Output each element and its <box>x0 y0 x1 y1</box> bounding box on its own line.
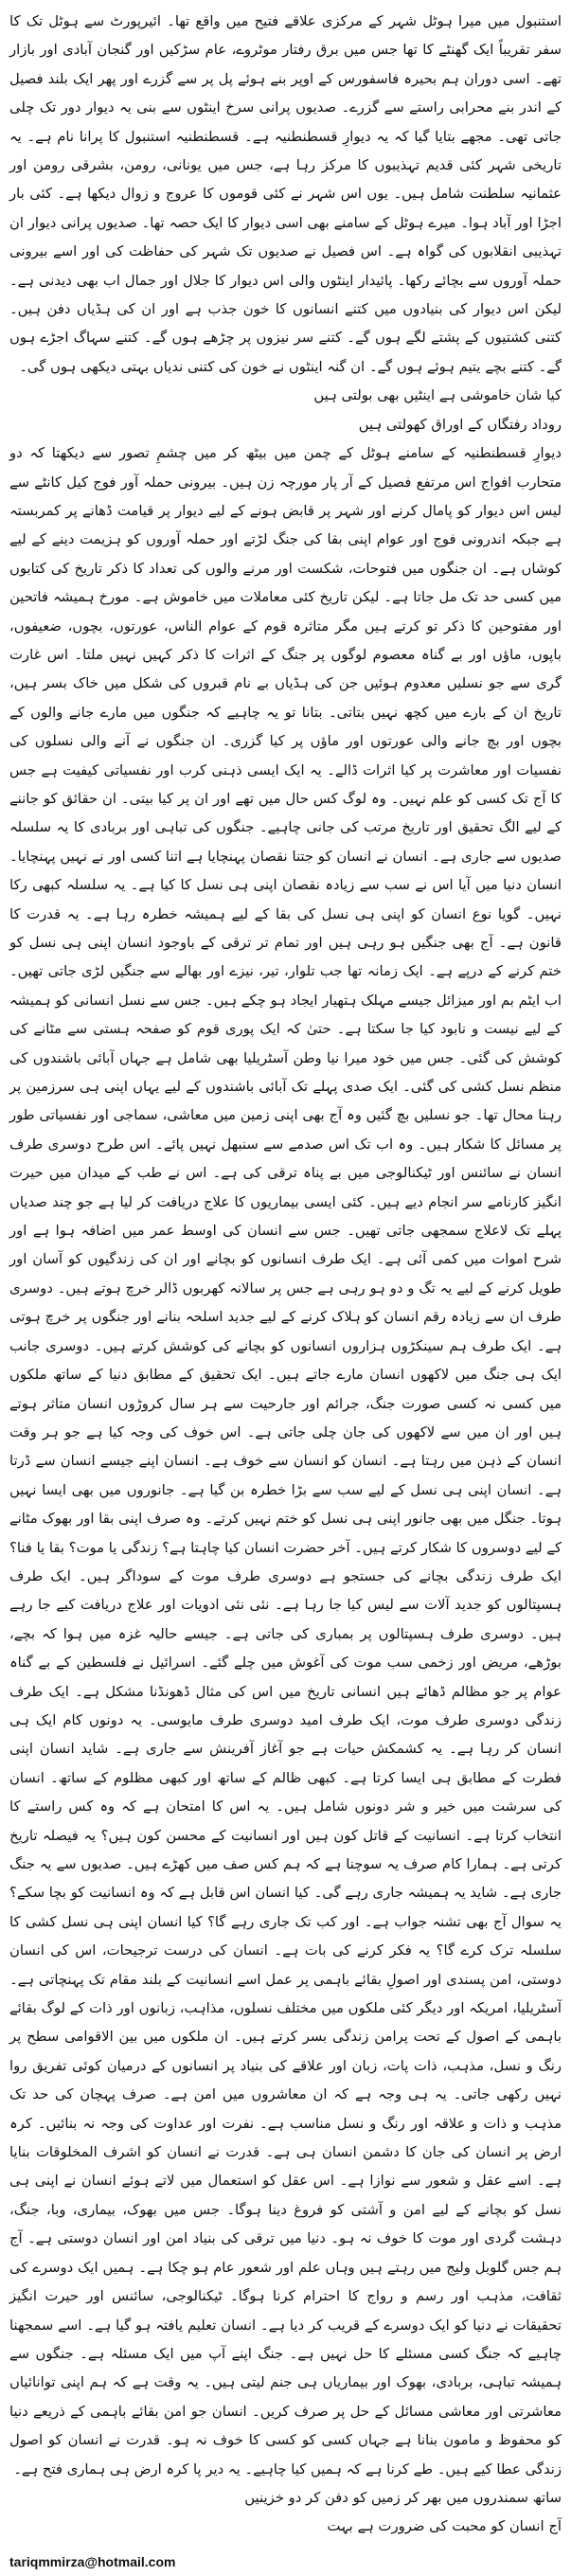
verse-line-2: روداد رفتگاں کے اوراق کھولتی ہیں <box>358 416 562 433</box>
verse-line-4: آج انسان کو محبت کی ضرورت ہے بہت <box>327 2518 562 2535</box>
verse-line-1: کیا شان خاموشی ہے اینٹیں بھی بولتی ہیں <box>313 387 562 404</box>
verse-line-3: ساتھ سمندروں میں بھر کر زمیں کو دفن کر دو خزینیں <box>244 2489 562 2506</box>
article-intro-paragraph: استنبول میں میرا ہوٹل شہر کے مرکزی علاقے فتیح میں واقع تھا۔ ائیرپورٹ سے ہوٹل تک کا سفر تقریباً ایک گھنٹے کا تھا جس میں برق رفتار موٹروے، عام سڑکیں اور گنجان آبادی اور بازار تھے۔ اسی دوران ہم بحیرہ فاسفورس کے اوپر بنے ہوئے پل پر سے گزرے اور پھر ایک بلند فصیل کے اندر بنے محرابی راستے سے گزرے۔ صدیوں پرانی سرخ اینٹوں سے بنی یہ دیوار دور تک چلی جاتی تھی۔ مجھے بتایا گیا کہ یہ دیوارِ قسطنطنیہ ہے۔ قسطنطنیہ استنبول کا پرانا نام ہے۔ یہ تاریخی شہر کئی قدیم تہذیبوں کا مرکز رہا ہے، جس میں یونانی، رومن، بشرقی رومن اور عثمانیہ سلطنت شامل ہیں۔ یوں اس شہر نے کئی قوموں کا عروج و زوال دیکھا ہے۔ کئی بار اجڑا اور آباد ہوا۔ میرے ہوٹل کے سامنے بھی اسی دیوار کا ایک حصہ تھا۔ صدیوں پرانی دیوار ان تہذیبی انقلابوں کی گواہ ہے۔ اس فصیل نے صدیوں تک شہر کی حفاظت کی اور اسے بیرونی حملہ آوروں سے بچائے رکھا۔ پائیدار اینٹوں والی اس دیوار کا جلال اور جمال اب بھی دیدنی ہے۔ لیکن اس دیوار کی بنیادوں میں کتنے انسانوں کا خون جذب ہے اور ان کی ہڈیاں دفن ہیں۔ کتنی کشتیوں کے پشتے لگے ہوں گے۔ کتنے سر نیزوں پر چڑھے ہوں گے۔ کتنے سہاگ اجڑے ہوں گے۔ کتنے بچے یتیم ہوئے ہوں گے۔ ان گنہ اینٹوں نے خون کی کتنی ندیاں بہتی دیکھی ہوں گی۔ <box>9 13 562 375</box>
author-email[interactable]: tariqmmirza@hotmail.com <box>9 2553 176 2569</box>
article-body-paragraph: دیوارِ قسطنطنیہ کے سامنے ہوٹل کے چمن میں بیٹھ کر میں چشمِ تصور سے دیکھتا کہ دو متحارب افواج اس مرتفع فصیل کے آر پار مورچہ زن ہیں۔ بیرونی حملہ آور فوج کیل کانٹے سے لیس اس دیوار کو پامال کرنے اور شہر پر قابض ہونے کے لیے دیوار پر قیامت ڈھانے پر کمربستہ ہے جبکہ اندرونی فوج اور عوام اپنی بقا کی جنگ لڑتے اور حملہ آوروں کو ہزیمت دینے کے لیے کوشاں ہے۔ ان جنگوں میں فتوحات، شکست اور مرنے والوں کی تعداد کا ذکر تاریخ کی کتابوں میں کسی حد تک مل جاتا ہے۔ لیکن تاریخ کئی معاملات میں خاموش ہے۔ مورخ ہمیشہ فاتحین اور مفتوحین کا ذکر تو کرتے ہیں مگر متاثرہ قوم کے عوام الناس، عورتوں، بچوں، ضعیفوں، باپوں، ماؤں اور بے گناہ معصوم لوگوں پر جنگ کے اثرات کا ذکر کہیں نہیں ملتا۔ اس غارت گری سے جو نسلیں معدوم ہوئیں جن کی ہڈیاں بے نام قبروں کی شکل میں خاک بسر ہیں، تاریخ ان کے بارے میں کچھ نہیں بتاتی۔ بتانا تو یہ چاہیے کہ جنگوں میں مارے جانے والوں کے بچوں اور بچ جانے والی عورتوں اور ماؤں پر کیا گزری۔ ان جنگوں نے آنے والی نسلوں کی نفسیات اور معاشرت پر کیا اثرات ڈالے۔ یہ ایک ایسی ذہنی کرب اور نفسیاتی کیفیت ہے جس کا آج تک کسی کو علم نہیں۔ وہ لوگ کس حال میں تھے اور ان پر کیا بیتی۔ ان حقائق کو جاننے کے لیے الگ تحقیق اور تاریخ مرتب کی جانی چاہیے۔ جنگوں کی تباہی اور بربادی کا یہ سلسلہ صدیوں سے جاری ہے۔ انسان نے انسان کو جتنا نقصان پہنچایا ہے اتنا کسی اور نے نہیں پہنچایا۔ انسان دنیا میں آیا اس نے سب سے زیادہ نقصان اپنی ہی نسل کا کیا ہے۔ یہ سلسلہ کبھی رکا نہیں۔ گویا نوع انسان کو اپنی ہی نسل کی بقا کے لیے ہمیشہ خطرہ رہا ہے۔ یہ قدرت کا قانون ہے۔ آج بھی جنگیں ہو رہی ہیں اور تمام تر ترقی کے باوجود انسان اپنی ہی نسل کو ختم کرنے کے درپے ہے۔ ایک زمانہ تھا جب تلوار، تیر، نیزے اور بھالے سے جنگیں لڑی جاتی تھیں۔ اب ایٹم بم اور میزائل جیسے مہلک ہتھیار ایجاد ہو چکے ہیں۔ جس سے نسل انسانی کو ہمیشہ کے لیے نیست و نابود کیا جا سکتا ہے۔ حتیٰ کہ ایک پوری قوم کو صفحہ ہستی سے مٹانے کی کوشش کی گئی۔ جس میں خود میرا نیا وطن آسٹریلیا بھی شامل ہے جہاں آبائی باشندوں کی منظم نسل کشی کی گئی۔ ایک صدی پہلے تک آبائی باشندوں کے لیے یہاں اپنی ہی سرزمین پر رہنا محال تھا۔ جو نسلیں بچ گئیں وہ آج بھی اپنی زمین میں معاشی، سماجی اور نفسیاتی طور پر مسائل کا شکار ہیں۔ وہ اب تک اس صدمے سے سنبھل نہیں پائے۔ اس طرح دوسری طرف انسان نے سائنس اور ٹیکنالوجی میں بے پناہ ترقی کی ہے۔ اس نے طب کے میدان میں حیرت انگیز کارنامے سر انجام دیے ہیں۔ کئی ایسی بیماریوں کا علاج دریافت کر لیا ہے جو چند صدیاں پہلے تک لاعلاج سمجھی جاتی تھیں۔ جس سے انسان کی اوسط عمر میں اضافہ ہوا ہے اور شرح اموات میں کمی آئی ہے۔ ایک طرف انسانوں کو بچانے اور ان کی زندگیوں کو آسان اور طویل کرنے کے لیے یہ تگ و دو ہو رہی ہے جس پر سالانہ کھربوں ڈالر خرچ ہوتے ہیں۔ دوسری طرف ان سے زیادہ رقم انسان کو ہلاک کرنے کے لیے جدید اسلحہ بنانے اور جنگوں پر خرچ ہوتی ہے۔ ایک طرف ہم سینکڑوں ہزاروں انسانوں کو بچانے کی کوشش کرتے ہیں۔ دوسری جانب ایک ہی جنگ میں لاکھوں انسان مارے جاتے ہیں۔ ایک تحقیق کے مطابق دنیا کے ساتھ ملکوں میں کسی نہ کسی صورت جنگ، جرائم اور جارحیت سے ہر سال کروڑوں انسان متاثر ہوتے ہیں اور ان میں سے لاکھوں کی جان چلی جاتی ہے۔ اس خوف کی وجہ کیا ہے جو ہر وقت انسان کے ذہن میں رہتا ہے۔ انسان کو انسان سے خوف ہے۔ انسان اپنے جیسے انسان سے ڈرتا ہے۔ انسان اپنی ہی نسل کے لیے سب سے بڑا خطرہ بن گیا ہے۔ جانوروں میں بھی ایسا نہیں ہوتا۔ جنگل میں بھی جانور اپنی ہی نسل کو ختم نہیں کرتے۔ وہ صرف اپنی بقا اور بھوک مٹانے کے لیے دوسروں کا شکار کرتے ہیں۔ آخر حضرت انسان کیا چاہتا ہے؟ زندگی یا موت؟ بقا یا فنا؟ ایک طرف زندگی بچانے کی جستجو ہے دوسری طرف موت کے سوداگر ہیں۔ ایک طرف ہسپتالوں کو جدید آلات سے لیس کیا جا رہا ہے۔ نئی نئی ادویات اور علاج دریافت کیے جا رہے ہیں۔ دوسری طرف ہسپتالوں پر بمباری کی جاتی ہے۔ جیسے حالیہ غزہ میں ہوا کہ بچے، بوڑھے، مریض اور زخمی سب موت کی آغوش میں چلے گئے۔ اسرائیل نے فلسطین کے بے گناہ عوام پر جو مظالم ڈھائے ہیں انسانی تاریخ میں اس کی مثال ڈھونڈنا مشکل ہے۔ ایک طرف زندگی دوسری طرف موت، ایک طرف امید دوسری طرف مایوسی۔ یہ دونوں کام ایک ہی انسان کر رہا ہے۔ یہ کشمکش حیات ہے جو آغاز آفرینش سے جاری ہے۔ شاید انسان اپنی فطرت کے مطابق ہی ایسا کرتا ہے۔ کبھی ظالم کے ساتھ اور کبھی مظلوم کے ساتھ۔ انسان کی سرشت میں خیر و شر دونوں شامل ہیں۔ یہ اس کا امتحان ہے کہ وہ کس راستے کا انتخاب کرتا ہے۔ انسانیت کے قاتل کون ہیں اور انسانیت کے محسن کون ہیں؟ یہ فیصلہ تاریخ کرتی ہے۔ ہمارا کام صرف یہ سوچنا ہے کہ ہم کس صف میں کھڑے ہیں۔ صدیوں سے یہ جنگ جاری ہے۔ شاید یہ ہمیشہ جاری رہے گی۔ کیا انسان اس قابل ہے کہ وہ انسانیت کو بچا سکے؟ یہ سوال آج بھی تشنہ جواب ہے۔ اور کب تک جاری رہے گا؟ کیا انسان اپنی ہی نسل کشی کا سلسلہ ترک کرے گا؟ یہ فکر کرنے کی بات ہے۔ انسان کی درست ترجیحات، اس کی انسان دوستی، امن پسندی اور اصولِ بقائے باہمی پر عمل اسے انسانیت کے بلند مقام تک پہنچاتی ہے۔ آسٹریلیا، امریکہ اور دیگر کئی ملکوں میں مختلف نسلوں، مذاہب، زبانوں اور ذات کے لوگ بقائے باہمی کے اصول کے تحت پرامن زندگی بسر کرتے ہیں۔ ان ملکوں میں بین الاقوامی سطح پر رنگ و نسل، مذہب، ذات پات، زبان اور علاقے کی بنیاد پر انسانوں کے درمیان کوئی تفریق روا نہیں رکھی جاتی۔ یہ ہی وجہ ہے کہ ان معاشروں میں امن ہے۔ صرف پہچان کی حد تک مذہب و ذات و علاقہ اور رنگ و نسل مناسب ہے۔ نفرت اور عداوت کی وجہ نہ بنائیں۔ کرہ ارض پر انسان کی جان کا دشمن انسان ہی ہے۔ قدرت نے انسان کو اشرف المخلوقات بنایا ہے۔ اسے عقل و شعور سے نوازا ہے۔ اس عقل کو استعمال میں لاتے ہوئے انسان نے اپنی ہی نسل کو بچانے کے لیے امن و آشتی کو فروغ دینا ہوگا۔ جس میں بھوک، بیماری، وبا، جنگ، دہشت گردی اور موت کا خوف نہ ہو۔ دنیا میں ترقی کی بنیاد امن اور انسان دوستی ہے۔ آج ہم جس گلوبل ولیج میں رہتے ہیں وہاں علم اور شعور عام ہو چکا ہے۔ ہمیں ایک دوسرے کی ثقافت، مذہب اور رسم و رواج کا احترام کرنا ہوگا۔ ٹیکنالوجی، سائنس اور حیرت انگیز تحقیقات نے دنیا کو ایک دوسرے کے قریب کر دیا ہے۔ انسان تعلیم یافتہ ہو گیا ہے۔ اسے سمجھنا چاہیے کہ جنگ کسی مسئلے کا حل نہیں ہے۔ جنگ اپنے آپ میں ایک مسئلہ ہے۔ جنگوں سے ہمیشہ تباہی، بربادی، بھوک اور بیماریاں ہی جنم لیتی ہیں۔ یہ وقت ہے کہ ہم اپنی توانائیاں معاشرتی اور معاشی مسائل کے حل پر صرف کریں۔ انسان جو امن بقائے باہمی کے ذریعے دنیا کو محفوظ و مامون بنانا ہے جہاں کسی کو کسی کا خوف نہ ہو۔ قدرت نے انسان کو اصول زندگی عطا کیے ہیں۔ طے کرنا ہے کہ ہمیں کیا چاہیے۔ یہ دیر پا کرہ ارض ہی ہماری فتح ہے۔ <box>9 445 562 2478</box>
